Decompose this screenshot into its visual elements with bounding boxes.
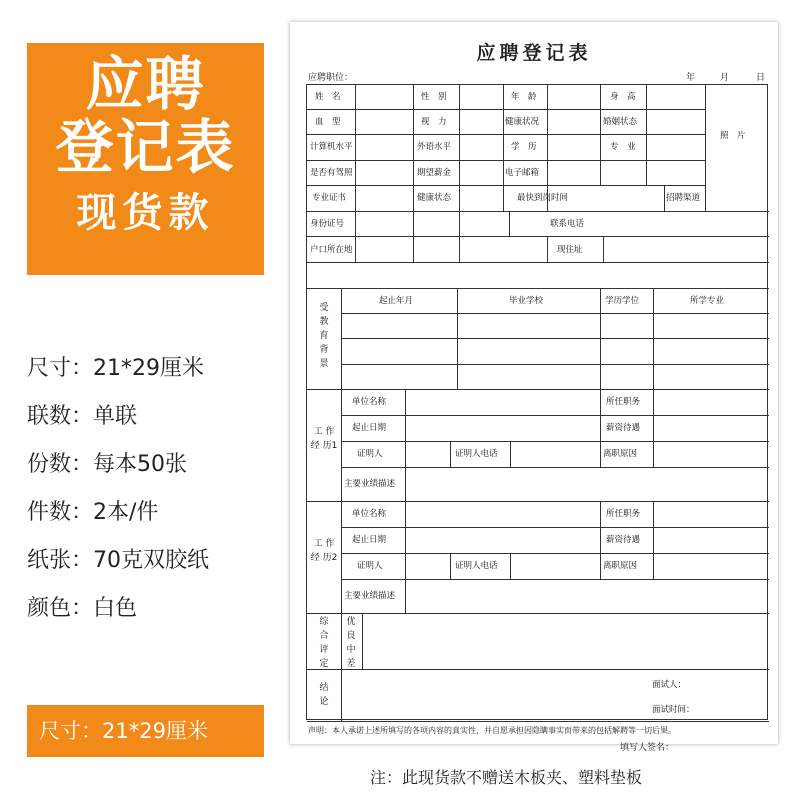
grid-line xyxy=(450,441,451,467)
grid-line xyxy=(355,85,356,262)
work2-company: 单位名称 xyxy=(352,509,387,519)
grid-line xyxy=(459,85,460,262)
grid-line xyxy=(413,85,414,262)
label-address: 现住址 xyxy=(557,245,583,255)
label-education: 学 历 xyxy=(511,142,537,152)
grid-line xyxy=(547,236,548,262)
work1-position: 所任职务 xyxy=(606,397,641,407)
label-grades: 优良中差 xyxy=(346,617,356,669)
badge-line-1: 应聘 xyxy=(85,50,206,118)
form-title: 应聘登记表 xyxy=(476,42,592,64)
declaration-text: 声明：本人承诺上述所填写的各项内容的真实性，并自愿承担因隐瞒事实而带来的包括解聘等一切后果。 xyxy=(308,726,676,735)
label-start-time: 最快到岗时间 xyxy=(517,193,569,203)
grid-line xyxy=(653,389,654,467)
size-tag: 尺寸：21*29厘米 xyxy=(27,705,264,757)
grid-line xyxy=(307,389,769,390)
grid-line xyxy=(405,501,406,613)
label-age: 年 龄 xyxy=(511,92,537,102)
grid-line xyxy=(510,441,511,467)
label-certificate: 专业证书 xyxy=(312,193,347,203)
footnote: 注：此现货款不赠送木板夹、塑料垫板 xyxy=(370,768,643,787)
date-year-label: 年 xyxy=(686,73,696,83)
work2-referee: 证明人 xyxy=(357,561,383,571)
work2-referee-phone: 证明人电话 xyxy=(455,561,498,571)
grid-line xyxy=(600,288,601,389)
label-photo: 照 片 xyxy=(720,131,746,141)
grid-line xyxy=(510,553,511,579)
label-hukou: 户口所在地 xyxy=(310,245,353,255)
spec-copies: 联数：单联 xyxy=(27,404,138,429)
grid-line xyxy=(341,313,769,314)
position-label: 应聘职位： xyxy=(308,73,354,83)
work2-reason: 离职原因 xyxy=(603,561,638,571)
label-name: 姓 名 xyxy=(315,92,341,102)
work1-salary: 薪资待遇 xyxy=(606,423,641,433)
spec-list xyxy=(27,345,277,633)
work1-reason: 离职原因 xyxy=(603,449,638,459)
work2-position: 所任职务 xyxy=(606,509,641,519)
grid-line xyxy=(600,501,601,579)
grid-line xyxy=(307,262,769,263)
label-channel: 招聘渠道 xyxy=(666,193,701,203)
grid-line xyxy=(307,669,769,670)
spec-size: 尺寸：21*29厘米 xyxy=(27,356,204,381)
grid-line xyxy=(307,501,769,502)
label-foreign-lang: 外语水平 xyxy=(417,142,452,152)
label-work1-section: 工 作 经 历1 xyxy=(310,427,338,451)
badge-line-2: 登记表 xyxy=(55,113,236,181)
label-license: 是否有驾照 xyxy=(310,168,353,178)
label-email: 电子邮箱 xyxy=(505,168,540,178)
grid-line xyxy=(509,211,510,236)
label-health-status: 健康状态 xyxy=(417,193,452,203)
grid-line xyxy=(341,364,769,365)
grid-line xyxy=(664,185,665,211)
grid-line xyxy=(362,613,363,669)
label-id-number: 身份证号 xyxy=(310,219,345,229)
label-blood-type: 血 型 xyxy=(315,117,341,127)
label-computer: 计算机水平 xyxy=(310,142,353,152)
grid-line xyxy=(307,721,769,722)
grid-line xyxy=(307,288,769,289)
product-title-badge xyxy=(27,43,264,275)
label-work2-section: 工 作 经 历2 xyxy=(310,539,338,563)
work1-company: 单位名称 xyxy=(352,397,387,407)
grid-line xyxy=(341,389,342,501)
label-evaluation: 综合评定 xyxy=(319,617,329,669)
form-grid xyxy=(306,84,768,720)
date-month-label: 月 xyxy=(720,73,730,83)
grid-line xyxy=(600,389,601,467)
label-salary-expect: 期望薪金 xyxy=(417,168,452,178)
grid-line xyxy=(653,501,654,579)
work1-referee-phone: 证明人电话 xyxy=(455,449,498,459)
work1-period: 起止日期 xyxy=(352,423,387,433)
work1-referee: 证明人 xyxy=(357,449,383,459)
spec-sheets: 份数：每本50张 xyxy=(27,452,187,477)
label-gender: 性 别 xyxy=(421,92,447,102)
grid-line xyxy=(307,236,769,237)
date-day-label: 日 xyxy=(756,73,766,83)
work2-salary: 薪资待遇 xyxy=(606,535,641,545)
grid-line xyxy=(307,613,769,614)
badge-line-3: 现货款 xyxy=(76,190,215,236)
grid-line xyxy=(341,613,342,721)
label-conclusion: 结论 xyxy=(319,683,329,707)
registration-form-sheet xyxy=(290,22,778,753)
grid-line xyxy=(603,236,604,262)
label-interview-time: 面试时间： xyxy=(652,705,695,715)
grid-line xyxy=(307,211,769,212)
grid-line xyxy=(503,85,504,211)
grid-line xyxy=(341,501,342,613)
grid-line xyxy=(307,185,705,186)
grid-line xyxy=(653,288,654,389)
spec-pack: 件数：2本/件 xyxy=(27,500,159,525)
label-major: 专 业 xyxy=(610,142,636,152)
spec-paper: 纸张：70克双胶纸 xyxy=(27,548,209,573)
spec-color: 颜色：白色 xyxy=(27,596,138,621)
grid-line xyxy=(600,85,601,185)
label-vision: 视 力 xyxy=(421,117,447,127)
edu-header-degree: 学历学位 xyxy=(605,296,640,306)
label-interviewer: 面试人： xyxy=(652,680,687,690)
work1-achievements: 主要业绩描述 xyxy=(344,479,396,489)
label-health: 健康状况 xyxy=(505,117,540,127)
signature-label: 填写人签名： xyxy=(620,743,675,753)
label-marital: 婚姻状态 xyxy=(603,117,638,127)
grid-line xyxy=(341,338,769,339)
grid-line xyxy=(450,553,451,579)
grid-line xyxy=(457,288,458,389)
grid-line xyxy=(646,85,647,185)
work2-period: 起止日期 xyxy=(352,535,387,545)
edu-header-major: 所学专业 xyxy=(690,296,725,306)
work2-achievements: 主要业绩描述 xyxy=(344,591,396,601)
edu-header-period: 起止年月 xyxy=(379,296,414,306)
grid-line xyxy=(705,85,706,211)
grid-line xyxy=(341,288,342,389)
label-height: 身 高 xyxy=(610,92,636,102)
edu-header-school: 毕业学校 xyxy=(509,296,544,306)
label-phone: 联系电话 xyxy=(550,219,585,229)
label-education-section: 受教育背景 xyxy=(319,303,329,369)
grid-line xyxy=(405,389,406,501)
